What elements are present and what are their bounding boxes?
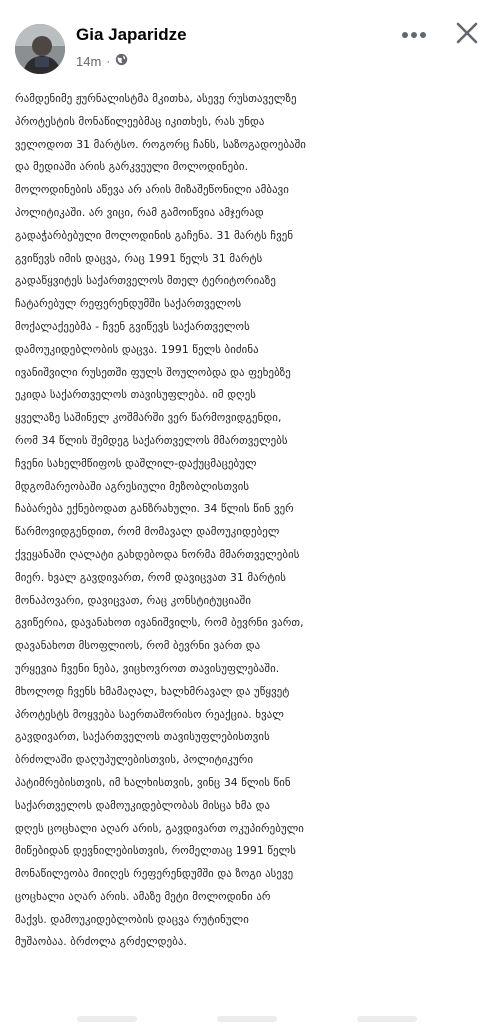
post-header	[0, 0, 493, 80]
post-text-line: მუშაობაა. ბრძოლა გრძელდება.	[15, 935, 187, 949]
post-text-line: დღეს ცოცხალი აღარ არის, გავდივართ ოკუპირებული	[15, 821, 304, 835]
post-text-line: ჩაბარება ექნებოდათ განზრახული. 34 წლის წინ ვერ	[15, 502, 294, 516]
avatar[interactable]	[15, 24, 65, 74]
post-text-line: გვიწერია, დავანახოთ ივანიშვილს, რომ ბევრნი ვართ,	[15, 616, 304, 630]
post-text-line: დავანახოთ მსოფლიოს, რომ ბევრნი ვართ და	[15, 639, 261, 653]
post-text-line: და მედიაში არის გარკვეული მოლოდინები.	[15, 160, 249, 174]
post-text-line: დამოუკიდებლობის დაცვა. 1991 წელს ბიძინა	[15, 342, 259, 356]
post-text-line: პატიმრებისთვის, იმ ხალხისთვის, ვინც 34 წლის წინ	[15, 775, 291, 789]
post-text-line: ჩატარებულ რეფერენდუმში საქართველოს	[15, 297, 242, 311]
post-text-line: მიწებიდან დევნილებისთვის, რომელთაც 1991 წელს	[15, 844, 296, 858]
post-text-line: ეკიდა საქართველოს თავისუფლება. იმ დღეს	[15, 388, 257, 402]
author-name[interactable]: Gia Japaridze	[76, 25, 187, 44]
post-text-line: გადაწყვიტეს საქართველოს მთელ ტერიტორიაზე	[15, 274, 276, 288]
post-text-line: ქვეყანაში ღალატი გახდებოდა ნორმა მმართველების	[15, 547, 300, 561]
post-text-line: ცოცხალი აღარ არის. ამაზე მეტი მოლოდინი არ	[15, 889, 271, 903]
post-text-line: მონაწილეობა მიიღეს რეფერენდუმში და ზოგი ასევე	[15, 867, 294, 881]
post-text-line: მდგომარეობაში აგრესიული მეზობლისთვის	[15, 479, 250, 493]
post-text-line: ველოდოთ 31 მარტსო. როგორც ჩანს, საზოგადოებაში	[15, 137, 306, 151]
post-text-line: ჩვენი სახელმწიფოს დაშლილ-დაქუცმაცებულ	[15, 456, 257, 470]
like-action[interactable]	[77, 1016, 137, 1022]
post-text-line: გვიწევს იმის დაცვა, რაც 1991 წელს 31 მარტს	[15, 251, 263, 265]
meta-separator: ·	[106, 54, 111, 68]
post-text-line: ურყევია ჩვენი ნება, ვიცხოვროთ თავისუფლებაში.	[15, 661, 280, 675]
globe-icon[interactable]	[115, 53, 128, 69]
post-text	[15, 88, 485, 954]
post-text-line: ყველაზე საშინელ კოშმარში ვერ წარმოვიდგენდი,	[15, 411, 282, 425]
post-text-line: რომ 34 წლის შემდეგ საქართველოს მმართველებს	[15, 433, 288, 447]
post-text-line: მხოლოდ ჩვენს ხმამაღალ, ხალხმრავალ და უწყვეტ	[15, 684, 290, 698]
comment-action[interactable]	[217, 1016, 277, 1022]
post-text-line: გადაჭარბებული მოლოდინის გაჩენა. 31 მარტს ჩვენ	[15, 228, 294, 242]
post-actions-bar	[0, 1010, 493, 1024]
post-text-line: მაქვს. დამოუკიდებლობის დაცვა რუტინული	[15, 912, 249, 926]
post-text-line: პროტესტს მოყვება საერთაშორისო რეაქცია. ხვალ	[15, 707, 284, 721]
post-text-line: მიერ. ხვალ გავდივართ, რომ დავიცვათ 31 მარტის	[15, 570, 287, 584]
post-text-line: პროტესტის მონაწილეებმაც იკითხეს, რას უნდა	[15, 114, 265, 128]
post-text-line: მოლოდინების აწევა არ არის მიზაშეწონილი ამბავი	[15, 183, 289, 197]
post-text-line: წარმოვიდგენდით, რომ მომავალ დამოუკიდებელ	[15, 525, 280, 539]
close-icon	[456, 22, 478, 48]
more-dots-icon	[401, 24, 427, 43]
post-text-line: მონაპოვარი, დავიცვათ, რაც კონსტიტუციაში	[15, 593, 252, 607]
share-action[interactable]	[357, 1016, 417, 1022]
post-text-line: საქართველოს დამოუკიდებლობას მისცა ხმა და	[15, 798, 271, 812]
post-text-line: რამდენიმე ჟურნალისტმა მკითხა, ასევე რუსთაველზე	[15, 92, 297, 105]
post-text-line: ივანიშვილი რუსეთში ფულს შოულობდა და ფეხებზე	[15, 365, 291, 379]
more-options-button[interactable]	[398, 22, 430, 44]
post-text-line: მოქალაქეებმა - ჩვენ გვიწევს საქართველოს	[15, 319, 250, 333]
post-text-line: გავდივართ, საქართველოს თავისუფლებისთვის	[15, 730, 270, 744]
close-button[interactable]	[452, 20, 482, 50]
post-time[interactable]: 14m	[76, 53, 102, 69]
post-text-line: პოლიტიკაში. არ ვიცი, რამ გამოიწვია ამჯერად	[15, 205, 264, 219]
post-meta	[76, 52, 128, 70]
post-text-line: ბრძოლაში დაღუპულებისთვის, პოლიტიკური	[15, 753, 254, 767]
